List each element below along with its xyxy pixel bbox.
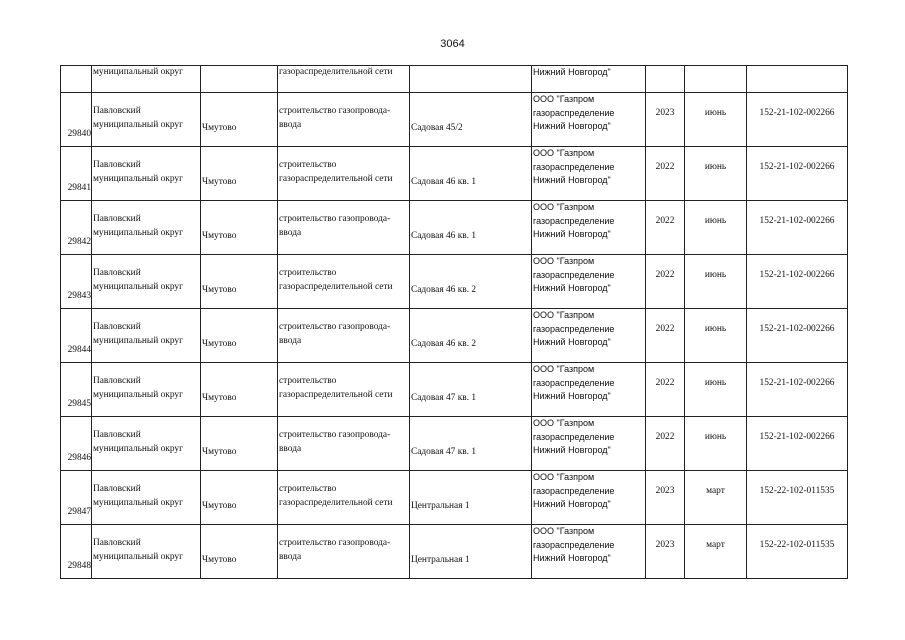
permit-cell <box>747 525 848 579</box>
row-number: 29842 <box>67 237 91 248</box>
settlement: Чмутово <box>202 123 237 133</box>
row-number: 29840 <box>67 129 91 140</box>
row-number: 29846 <box>67 453 91 464</box>
month-cell <box>685 363 747 417</box>
work-type-line-1: строительство газопровода- <box>279 322 391 332</box>
table-row <box>61 309 848 363</box>
permit-number: 152-22-102-011535 <box>759 540 835 550</box>
work-type-line-1: строительство <box>279 484 337 494</box>
table-row <box>61 66 848 93</box>
work-type-cell <box>278 93 410 147</box>
district-cell <box>92 255 201 309</box>
month-cell <box>685 66 747 93</box>
permit-number: 152-21-102-002266 <box>759 216 835 226</box>
work-type-line-2: газораспределительной сети <box>279 281 393 292</box>
settlement-cell <box>201 93 278 147</box>
organization-line-3: Нижний Новгород" <box>533 121 611 131</box>
district-cell <box>92 309 201 363</box>
table-row <box>61 201 848 255</box>
page-number: 3064 <box>440 38 465 50</box>
permit-cell <box>747 309 848 363</box>
row-number: 29844 <box>67 345 91 356</box>
organization-line-3: Нижний Новгород" <box>533 283 611 293</box>
work-type-line-1: строительство газопровода- <box>279 106 391 116</box>
address: Садовая 46 кв. 1 <box>411 231 477 241</box>
district-line-1: Павловский <box>93 322 141 332</box>
district-line-1: Павловский <box>93 160 141 170</box>
organization-line-2: газораспределение <box>533 539 615 550</box>
settlement-cell <box>201 255 278 309</box>
permit-number: 152-21-102-002266 <box>759 270 835 280</box>
permit-cell <box>747 93 848 147</box>
month-cell <box>685 525 747 579</box>
settlement-cell <box>201 201 278 255</box>
permit-cell <box>747 201 848 255</box>
work-type-line-2: газораспределительной сети <box>279 389 393 400</box>
permit-number: 152-21-102-002266 <box>759 108 835 118</box>
permit-number: 152-21-102-002266 <box>759 162 835 172</box>
address-cell <box>410 309 532 363</box>
organization-line-3: Нижний Новгород" <box>533 499 611 509</box>
permit-number: 152-21-102-002266 <box>759 324 835 334</box>
district-line-1: Павловский <box>93 376 141 386</box>
organization-line-2: газораспределение <box>533 323 615 334</box>
year-cell <box>646 201 685 255</box>
year: 2023 <box>655 540 675 550</box>
year-cell <box>646 147 685 201</box>
row-number: 29847 <box>67 507 91 518</box>
table-row <box>61 93 848 147</box>
organization-line-1: ООО "Газпром <box>533 418 595 428</box>
row-number-cell <box>61 147 92 201</box>
work-type-line-2: ввода <box>279 119 302 130</box>
organization-line-2: газораспределение <box>533 161 615 172</box>
work-type-line-2: ввода <box>279 227 302 238</box>
organization-line-2: газораспределение <box>533 107 615 118</box>
organization-line-3: Нижний Новгород" <box>533 337 611 347</box>
month-cell <box>685 417 747 471</box>
address: Садовая 47 кв. 1 <box>411 447 477 457</box>
address-cell <box>410 255 532 309</box>
work-type-cell <box>278 417 410 471</box>
row-number-cell <box>61 93 92 147</box>
permit-number: 152-22-102-011535 <box>759 486 835 496</box>
organization-line-2: газораспределение <box>533 431 615 442</box>
settlement: Чмутово <box>202 231 237 241</box>
settlement: Чмутово <box>202 339 237 349</box>
district-line-2: муниципальный округ <box>93 281 183 292</box>
permit-cell <box>747 417 848 471</box>
work-type-cell <box>278 309 410 363</box>
district-line-1: Павловский <box>93 430 141 440</box>
year-cell <box>646 93 685 147</box>
work-type-line-2: ввода <box>279 335 302 346</box>
settlement: Чмутово <box>202 447 237 457</box>
organization-line-2: газораспределение <box>533 377 615 388</box>
work-type-cell <box>278 255 410 309</box>
work-type-cell <box>278 201 410 255</box>
district-cell <box>92 471 201 525</box>
address-cell <box>410 93 532 147</box>
settlement-cell <box>201 417 278 471</box>
organization-cell <box>532 147 646 201</box>
month-cell <box>685 309 747 363</box>
district-line-2: муниципальный округ <box>93 443 183 454</box>
organization-cell <box>532 93 646 147</box>
district-line-1: Павловский <box>93 106 141 116</box>
row-number: 29841 <box>67 183 91 194</box>
table-row <box>61 255 848 309</box>
month: июнь <box>704 162 727 172</box>
address-cell <box>410 471 532 525</box>
address-cell <box>410 525 532 579</box>
district-cell <box>92 93 201 147</box>
district-line-2: муниципальный округ <box>93 551 183 562</box>
organization-line-3: Нижний Новгород" <box>533 553 611 563</box>
address-cell <box>410 201 532 255</box>
year: 2023 <box>655 486 675 496</box>
organization-line-1: ООО "Газпром <box>533 256 595 266</box>
district-cell <box>92 201 201 255</box>
month-cell <box>685 93 747 147</box>
organization-cell <box>532 417 646 471</box>
work-type-line-2: ввода <box>279 443 302 454</box>
address-cell <box>410 363 532 417</box>
address: Садовая 47 кв. 1 <box>411 393 477 403</box>
month: июнь <box>704 216 727 226</box>
year: 2022 <box>655 378 675 388</box>
settlement: Чмутово <box>202 501 237 511</box>
organization-line-1: ООО "Газпром <box>533 94 595 104</box>
district-cell <box>92 147 201 201</box>
settlement-cell <box>201 309 278 363</box>
work-type-line-1: строительство <box>279 268 337 278</box>
work-type-cell <box>278 66 410 93</box>
row-number-cell <box>61 255 92 309</box>
month-cell <box>685 147 747 201</box>
year-cell <box>646 66 685 93</box>
organization-cell <box>532 309 646 363</box>
organization-cell <box>532 201 646 255</box>
month: июнь <box>704 270 727 280</box>
address-cell <box>410 66 532 93</box>
year: 2022 <box>655 162 675 172</box>
month: март <box>706 486 725 496</box>
district-line-2: муниципальный округ <box>93 227 183 238</box>
organization-cell <box>532 471 646 525</box>
month: июнь <box>704 108 727 118</box>
organization-cell <box>532 66 646 93</box>
row-number: 29843 <box>67 291 91 302</box>
address: Садовая 46 кв. 1 <box>411 177 477 187</box>
register-table <box>60 65 848 579</box>
organization-cell <box>532 525 646 579</box>
settlement: Чмутово <box>202 393 237 403</box>
district-cell <box>92 525 201 579</box>
organization-line-2: газораспределение <box>533 215 615 226</box>
organization-line-1: ООО "Газпром <box>533 526 595 536</box>
row-number-cell <box>61 201 92 255</box>
organization-line-1: ООО "Газпром <box>533 472 595 482</box>
address: Садовая 45/2 <box>411 123 463 133</box>
row-number-cell <box>61 363 92 417</box>
work-type-cell <box>278 363 410 417</box>
month-cell <box>685 201 747 255</box>
month: июнь <box>704 432 727 442</box>
district-line: муниципальный округ <box>93 67 183 77</box>
organization-line-3: Нижний Новгород" <box>533 229 611 239</box>
work-type-line-1: строительство газопровода- <box>279 538 391 548</box>
work-type-cell <box>278 147 410 201</box>
month: июнь <box>704 324 727 334</box>
month: март <box>706 540 725 550</box>
address: Садовая 46 кв. 2 <box>411 285 477 295</box>
settlement-cell <box>201 525 278 579</box>
work-type-line-1: строительство газопровода- <box>279 214 391 224</box>
row-number-cell <box>61 309 92 363</box>
district-cell <box>92 363 201 417</box>
organization-line-3: Нижний Новгород" <box>533 391 611 401</box>
year-cell <box>646 417 685 471</box>
permit-cell <box>747 66 848 93</box>
month: июнь <box>704 378 727 388</box>
organization-line-3: Нижний Новгород" <box>533 175 611 185</box>
table-row <box>61 147 848 201</box>
organization-line-2: газораспределение <box>533 269 615 280</box>
district-line-1: Павловский <box>93 268 141 278</box>
row-number-cell <box>61 471 92 525</box>
year: 2022 <box>655 432 675 442</box>
row-number-cell <box>61 525 92 579</box>
organization-line-3: Нижний Новгород" <box>533 445 611 455</box>
settlement-cell <box>201 66 278 93</box>
district-line-2: муниципальный округ <box>93 335 183 346</box>
organization-line-1: ООО "Газпром <box>533 202 595 212</box>
settlement: Чмутово <box>202 285 237 295</box>
work-type-line-2: газораспределительной сети <box>279 497 393 508</box>
organization-line-1: ООО "Газпром <box>533 310 595 320</box>
work-type-line: газораспределительной сети <box>279 67 393 77</box>
organization-cell <box>532 255 646 309</box>
row-number: 29845 <box>67 399 91 410</box>
organization-line-1: ООО "Газпром <box>533 148 595 158</box>
district-line-2: муниципальный округ <box>93 119 183 130</box>
year: 2023 <box>655 108 675 118</box>
address-cell <box>410 147 532 201</box>
work-type-line-2: газораспределительной сети <box>279 173 393 184</box>
year: 2022 <box>655 324 675 334</box>
settlement-cell <box>201 147 278 201</box>
address-cell <box>410 417 532 471</box>
permit-cell <box>747 255 848 309</box>
work-type-line-1: строительство газопровода- <box>279 430 391 440</box>
settlement-cell <box>201 363 278 417</box>
district-line-1: Павловский <box>93 538 141 548</box>
table-row <box>61 417 848 471</box>
work-type-line-1: строительство <box>279 160 337 170</box>
district-line-2: муниципальный округ <box>93 389 183 400</box>
permit-cell <box>747 471 848 525</box>
row-number-cell <box>61 66 92 93</box>
address: Центральная 1 <box>411 501 470 511</box>
month-cell <box>685 255 747 309</box>
table-row <box>61 471 848 525</box>
permit-cell <box>747 147 848 201</box>
address: Центральная 1 <box>411 555 470 565</box>
organization-cell <box>532 363 646 417</box>
district-line-2: муниципальный округ <box>93 173 183 184</box>
permit-cell <box>747 363 848 417</box>
month-cell <box>685 471 747 525</box>
year-cell <box>646 525 685 579</box>
permit-number: 152-21-102-002266 <box>759 432 835 442</box>
organization-line-1: ООО "Газпром <box>533 364 595 374</box>
district-cell <box>92 66 201 93</box>
year-cell <box>646 255 685 309</box>
year: 2022 <box>655 270 675 280</box>
address: Садовая 46 кв. 2 <box>411 339 477 349</box>
settlement: Чмутово <box>202 555 237 565</box>
settlement-cell <box>201 471 278 525</box>
district-line-1: Павловский <box>93 214 141 224</box>
row-number-cell <box>61 417 92 471</box>
year-cell <box>646 363 685 417</box>
work-type-cell <box>278 471 410 525</box>
work-type-cell <box>278 525 410 579</box>
organization-line: Нижний Новгород" <box>533 67 611 77</box>
table-row <box>61 525 848 579</box>
district-cell <box>92 417 201 471</box>
organization-line-2: газораспределение <box>533 485 615 496</box>
work-type-line-2: ввода <box>279 551 302 562</box>
district-line-1: Павловский <box>93 484 141 494</box>
table-row <box>61 363 848 417</box>
year: 2022 <box>655 216 675 226</box>
work-type-line-1: строительство <box>279 376 337 386</box>
permit-number: 152-21-102-002266 <box>759 378 835 388</box>
year-cell <box>646 471 685 525</box>
settlement: Чмутово <box>202 177 237 187</box>
year-cell <box>646 309 685 363</box>
district-line-2: муниципальный округ <box>93 497 183 508</box>
row-number: 29848 <box>67 561 91 572</box>
